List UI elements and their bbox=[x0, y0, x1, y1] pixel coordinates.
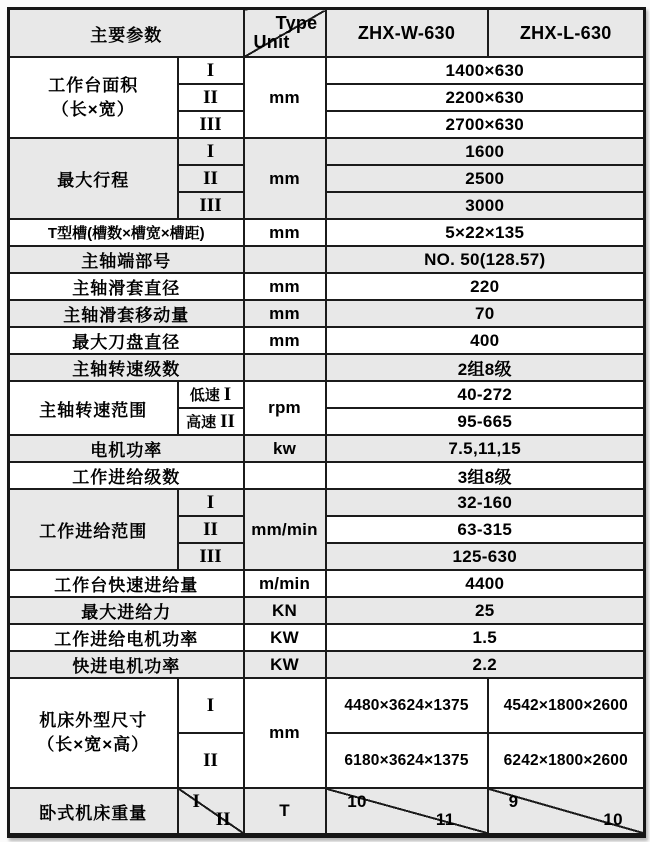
work-feed-steps-unit-empty bbox=[244, 462, 326, 489]
spindle-end-row bbox=[9, 246, 645, 273]
max-stroke-index-3: III bbox=[178, 192, 244, 219]
rapid-motor-power-label: 快进电机功率 bbox=[9, 651, 244, 678]
work-feed-range-unit: mm/min bbox=[244, 489, 326, 570]
rapid-motor-power-row bbox=[9, 651, 645, 678]
spindle-speed-steps-row bbox=[9, 354, 645, 381]
low-speed-index: 低速 I bbox=[178, 381, 244, 408]
max-cutter-diameter-unit: mm bbox=[244, 327, 326, 354]
machine-weight-l-bottom: 10 bbox=[603, 810, 623, 829]
work-feed-motor-power-unit: KW bbox=[244, 624, 326, 651]
spindle-speed-range-unit: rpm bbox=[244, 381, 326, 435]
motor-power-unit: kw bbox=[244, 435, 326, 462]
max-stroke-index-1: I bbox=[178, 138, 244, 165]
machine-weight-unit: T bbox=[244, 788, 326, 836]
machine-weight-l-top: 9 bbox=[508, 792, 519, 811]
worktable-area-value-2: 2200×630 bbox=[326, 84, 645, 111]
spindle-speed-range-label: 主轴转速范围 bbox=[9, 381, 178, 435]
rapid-motor-power-unit: KW bbox=[244, 651, 326, 678]
header-row bbox=[9, 9, 645, 58]
worktable-area-index-1: I bbox=[178, 57, 244, 84]
worktable-area-index-2: II bbox=[178, 84, 244, 111]
sleeve-diameter-label: 主轴滑套直径 bbox=[9, 273, 244, 300]
unit-label: Unit bbox=[253, 32, 290, 52]
spec-sheet bbox=[7, 7, 646, 838]
high-speed-value: 95-665 bbox=[326, 408, 645, 435]
type-unit-diagonal-cell bbox=[244, 9, 326, 58]
work-feed-range-value-3: 125-630 bbox=[326, 543, 645, 570]
model-header-w630: ZHX-W-630 bbox=[326, 9, 488, 58]
sleeve-diameter-unit: mm bbox=[244, 273, 326, 300]
spindle-speed-steps-value: 2组8级 bbox=[326, 354, 645, 381]
work-feed-range-label: 工作进给范围 bbox=[9, 489, 178, 570]
rapid-motor-power-value: 2.2 bbox=[326, 651, 645, 678]
max-feed-force-value: 25 bbox=[326, 597, 645, 624]
spindle-speed-steps-unit-empty bbox=[244, 354, 326, 381]
worktable-area-row-1 bbox=[9, 57, 645, 84]
machine-dimensions-l-value-1: 4542×1800×2600 bbox=[488, 678, 645, 733]
t-slot-unit: mm bbox=[244, 219, 326, 246]
machine-dimensions-label: 机床外型尺寸 （长×宽×高） bbox=[9, 678, 178, 788]
type-label: Type bbox=[275, 13, 318, 33]
main-params-header: 主要参数 bbox=[9, 9, 244, 58]
worktable-area-unit: mm bbox=[244, 57, 326, 138]
max-feed-force-label: 最大进给力 bbox=[9, 597, 244, 624]
work-feed-range-index-3: III bbox=[178, 543, 244, 570]
spindle-end-label: 主轴端部号 bbox=[9, 246, 244, 273]
spindle-speed-steps-label: 主轴转速级数 bbox=[9, 354, 244, 381]
spindle-end-unit-empty bbox=[244, 246, 326, 273]
worktable-area-value-1: 1400×630 bbox=[326, 57, 645, 84]
sleeve-diameter-row bbox=[9, 273, 645, 300]
work-feed-range-index-1: I bbox=[178, 489, 244, 516]
machine-dimensions-w-value-2: 6180×3624×1375 bbox=[326, 733, 488, 788]
motor-power-row bbox=[9, 435, 645, 462]
work-feed-range-value-1: 32-160 bbox=[326, 489, 645, 516]
model-header-l630: ZHX-L-630 bbox=[488, 9, 645, 58]
work-feed-steps-label: 工作进给级数 bbox=[9, 462, 244, 489]
machine-weight-row bbox=[9, 788, 645, 836]
max-cutter-diameter-value: 400 bbox=[326, 327, 645, 354]
work-feed-steps-value: 3组8级 bbox=[326, 462, 645, 489]
rapid-feed-value: 4400 bbox=[326, 570, 645, 597]
motor-power-label: 电机功率 bbox=[9, 435, 244, 462]
machine-dimensions-row-1 bbox=[9, 678, 645, 733]
t-slot-label: T型槽(槽数×槽宽×槽距) bbox=[9, 219, 244, 246]
machine-dimensions-index-2: II bbox=[178, 733, 244, 788]
machine-weight-label: 卧式机床重量 bbox=[9, 788, 178, 836]
sleeve-travel-row bbox=[9, 300, 645, 327]
max-cutter-diameter-row bbox=[9, 327, 645, 354]
machine-weight-w-diagonal-cell bbox=[326, 788, 488, 836]
high-speed-index: 高速 II bbox=[178, 408, 244, 435]
machine-weight-index-diagonal-cell bbox=[178, 788, 244, 836]
worktable-area-label: 工作台面积 （长×宽） bbox=[9, 57, 178, 138]
machine-weight-w-bottom: 11 bbox=[435, 810, 455, 829]
sleeve-travel-value: 70 bbox=[326, 300, 645, 327]
t-slot-value: 5×22×135 bbox=[326, 219, 645, 246]
work-feed-motor-power-value: 1.5 bbox=[326, 624, 645, 651]
machine-weight-w-top: 10 bbox=[347, 792, 367, 811]
rapid-feed-row bbox=[9, 570, 645, 597]
sleeve-travel-label: 主轴滑套移动量 bbox=[9, 300, 244, 327]
max-stroke-index-2: II bbox=[178, 165, 244, 192]
machine-dimensions-index-1: I bbox=[178, 678, 244, 733]
sleeve-travel-unit: mm bbox=[244, 300, 326, 327]
machine-dimensions-l-value-2: 6242×1800×2600 bbox=[488, 733, 645, 788]
max-feed-force-row bbox=[9, 597, 645, 624]
machine-weight-index-bottom: II bbox=[215, 809, 231, 830]
rapid-feed-unit: m/min bbox=[244, 570, 326, 597]
work-feed-range-index-2: II bbox=[178, 516, 244, 543]
machine-spec-table bbox=[7, 7, 646, 838]
machine-weight-index-top: I bbox=[192, 791, 200, 812]
work-feed-steps-row bbox=[9, 462, 645, 489]
t-slot-row bbox=[9, 219, 645, 246]
work-feed-range-row-1 bbox=[9, 489, 645, 516]
sleeve-diameter-value: 220 bbox=[326, 273, 645, 300]
max-stroke-value-1: 1600 bbox=[326, 138, 645, 165]
rapid-feed-label: 工作台快速进给量 bbox=[9, 570, 244, 597]
work-feed-range-value-2: 63-315 bbox=[326, 516, 645, 543]
max-stroke-label: 最大行程 bbox=[9, 138, 178, 219]
machine-weight-l-diagonal-cell bbox=[488, 788, 645, 836]
low-speed-value: 40-272 bbox=[326, 381, 645, 408]
max-stroke-row-1 bbox=[9, 138, 645, 165]
max-stroke-value-2: 2500 bbox=[326, 165, 645, 192]
max-feed-force-unit: KN bbox=[244, 597, 326, 624]
machine-dimensions-w-value-1: 4480×3624×1375 bbox=[326, 678, 488, 733]
work-feed-motor-power-label: 工作进给电机功率 bbox=[9, 624, 244, 651]
max-cutter-diameter-label: 最大刀盘直径 bbox=[9, 327, 244, 354]
max-stroke-value-3: 3000 bbox=[326, 192, 645, 219]
motor-power-value: 7.5,11,15 bbox=[326, 435, 645, 462]
machine-dimensions-unit: mm bbox=[244, 678, 326, 788]
work-feed-motor-power-row bbox=[9, 624, 645, 651]
worktable-area-index-3: III bbox=[178, 111, 244, 138]
spindle-end-value: NO. 50(128.57) bbox=[326, 246, 645, 273]
worktable-area-value-3: 2700×630 bbox=[326, 111, 645, 138]
max-stroke-unit: mm bbox=[244, 138, 326, 219]
spindle-speed-range-row-1 bbox=[9, 381, 645, 408]
